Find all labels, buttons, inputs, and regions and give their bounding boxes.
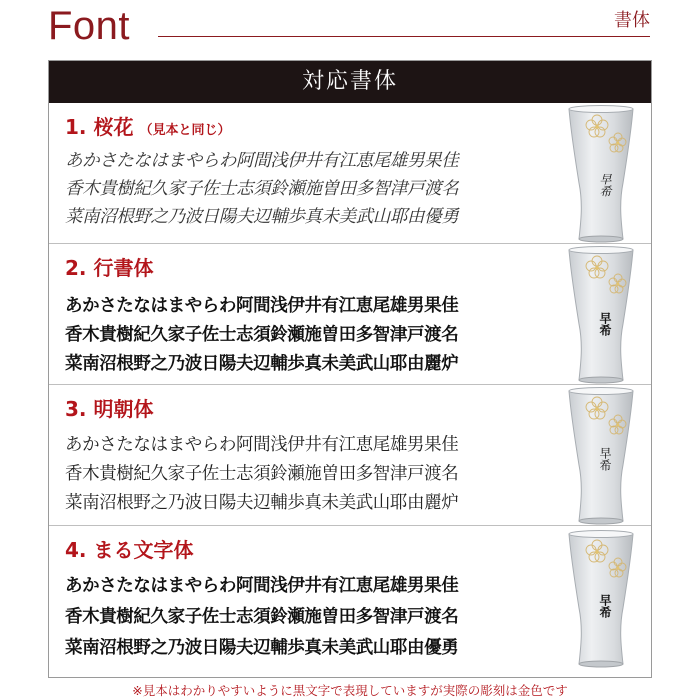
sample-line: 菜南沼根野之乃波日陽夫辺輔歩真未美武山耶由麗炉 [65,493,459,513]
engraved-glass-image [561,385,641,525]
section-title-text: 1. 桜花 [65,115,134,139]
section-title [65,111,231,140]
sample-line: 香木貴樹紀久家子佐士志須鈴瀬施曽田多智津戸渡名 [65,464,459,484]
sample-line: 菜南沼根野之乃波日陽夫辺輔歩真未美武山耶由優勇 [65,207,459,227]
footnote: ※見本はわかりやすいように黒文字で表現していますが実際の彫刻は金色です [132,683,568,698]
section-title-text: 4. まる文字体 [65,538,194,562]
engraved-glass-image [561,244,641,384]
sample-line: 香木貴樹紀久家子佐士志須鈴瀬施曽田多智津戸渡名 [65,607,459,627]
sample-line: あかさたなはまやらわ阿間浅伊井有江恵尾雄男果佳 [65,296,459,316]
panel-banner: 対応書体 [49,61,651,103]
sample-line: 香木貴樹紀久家子佐士志須鈴瀬施曽田多智津戸渡名 [65,325,459,345]
sample-line: 菜南沼根野之乃波日陽夫辺輔歩真未美武山耶由優勇 [65,638,459,658]
sample-line: 菜南沼根野之乃波日陽夫辺輔歩真未美武山耶由麗炉 [65,354,459,374]
sample-line: あかさたなはまやらわ阿間浅伊井有江恵尾雄男果佳 [65,435,459,455]
section-title [65,252,153,281]
sample-line: あかさたなはまやらわ阿間浅伊井有江恵尾雄男果佳 [65,151,459,171]
page-title: Font [48,4,131,48]
font-panel [48,60,652,678]
section-title-text: 2. 行書体 [65,256,154,280]
glass-engraving-text: 早希 [598,173,612,197]
font-section-mincho [49,385,651,526]
font-section-gyosho [49,244,651,385]
font-section-sakura [49,103,651,244]
font-section-marumoji [49,526,651,677]
sample-line: 香木貴樹紀久家子佐士志須鈴瀬施曽田多智津戸渡名 [65,179,459,199]
engraved-glass-image [561,528,641,668]
glass-engraving-text: 早希 [598,594,612,618]
section-title [65,393,153,422]
engraved-glass-image [561,103,641,243]
section-title-note: （見本と同じ） [139,123,231,138]
page-header [0,0,700,60]
page-subtitle: 書体 [614,10,650,31]
title-divider [158,36,650,37]
sample-line: あかさたなはまやらわ阿間浅伊井有江恵尾雄男果佳 [65,576,459,596]
section-title [65,534,193,563]
section-title-text: 3. 明朝体 [65,397,154,421]
glass-engraving-text: 早希 [598,312,612,336]
glass-engraving-text: 早希 [598,447,612,471]
